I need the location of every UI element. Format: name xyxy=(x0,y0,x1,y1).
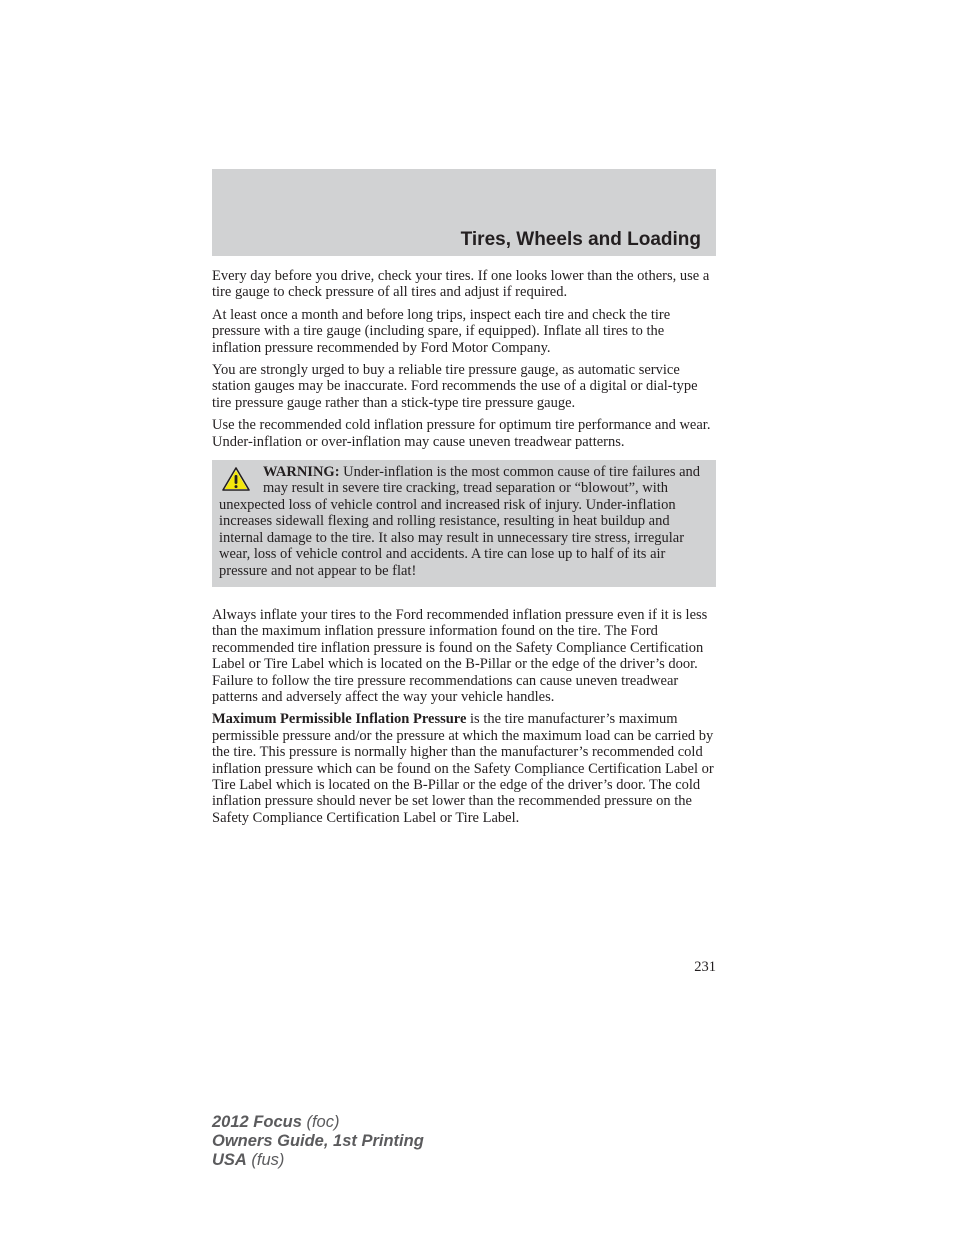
footer-line-guide xyxy=(212,1132,424,1151)
paragraph-pressure-gauge: You are strongly urged to buy a reliable tire pressure gauge, as automatic service station gauges may be inaccurate. Ford recommends the use of a digital or dial-type tire pressure gauge rather than a stick-type tire pressure gauge. xyxy=(212,362,698,411)
paragraph-max-pressure xyxy=(212,711,716,826)
max-pressure-text: is the tire manufacturer’s maximum permissible pressure and/or the pressure at which the maximum load can be carried by the tire. This pressure is normally higher than the manufacturer’s recommended cold inflation pressure which can be found on the Safety Compliance Certification Label or Tire Label which is located on the B-Pillar or the edge of the driver’s door. The cold inflation pressure should never be set lower than the recommended pressure on the Safety Compliance Certification Label or Tire Label. xyxy=(212,711,714,826)
paragraph-daily-check: Every day before you drive, check your tires. If one looks lower than the others, use a tire gauge to check pressure of all tires and adjust if required. xyxy=(212,268,710,301)
section-title: Tires, Wheels and Loading xyxy=(460,229,701,250)
page-content xyxy=(212,268,716,832)
page-number: 231 xyxy=(694,959,716,975)
warning-box xyxy=(212,460,716,587)
max-pressure-term: Maximum Permissible Inflation Pressure xyxy=(212,711,467,728)
footer-model: 2012 Focus xyxy=(212,1113,302,1131)
paragraph-cold-inflation: Use the recommended cold inflation pressure for optimum tire performance and wear. Under-inflation or over-inflation may cause uneven treadwear patterns. xyxy=(212,417,711,450)
footer-line-model xyxy=(212,1113,424,1132)
warning-text: Under-inflation is the most common cause of tire failures and may result in severe tire cracking, tread separation or “blowout”, with unexpected loss of vehicle control and increased risk of injury. Under-inflation increases sidewall flexing and rolling resistance, resulting in heat buildup and internal damage to the tire. It also may result in unnecessary tire stress, irregular wear, loss of vehicle control and accidents. A tire can lose up to half of its air pressure and not appear to be flat! xyxy=(219,464,701,579)
footer-model-code: (foc) xyxy=(301,1113,340,1131)
footer-guide: Owners Guide, 1st Printing xyxy=(212,1132,424,1150)
paragraph-monthly-check: At least once a month and before long trips, inspect each tire and check the tire pressure with a tire gauge (including spare, if equipped). Inflate all tires to the inflation pressure recommended by Ford Motor Company. xyxy=(212,306,671,356)
section-header-band xyxy=(212,169,716,256)
warning-label: WARNING: xyxy=(263,464,340,481)
footer-market-code: (fus) xyxy=(246,1151,285,1169)
paragraph-always-inflate: Always inflate your tires to the Ford recommended inflation pressure even if it is less than the maximum inflation pressure information found on the tire. The Ford recommended tire inflation pressure is found on the Safety Compliance Certification Label or Tire Label which is located on the B-Pillar or the edge of the driver’s door. Failure to follow the tire pressure recommendations can cause uneven treadwear patterns and adversely affect the way your vehicle handles. xyxy=(212,606,708,705)
document-footer xyxy=(212,1113,424,1170)
footer-market: USA xyxy=(212,1151,247,1169)
footer-line-market xyxy=(212,1151,424,1170)
warning-triangle-icon xyxy=(221,466,251,492)
